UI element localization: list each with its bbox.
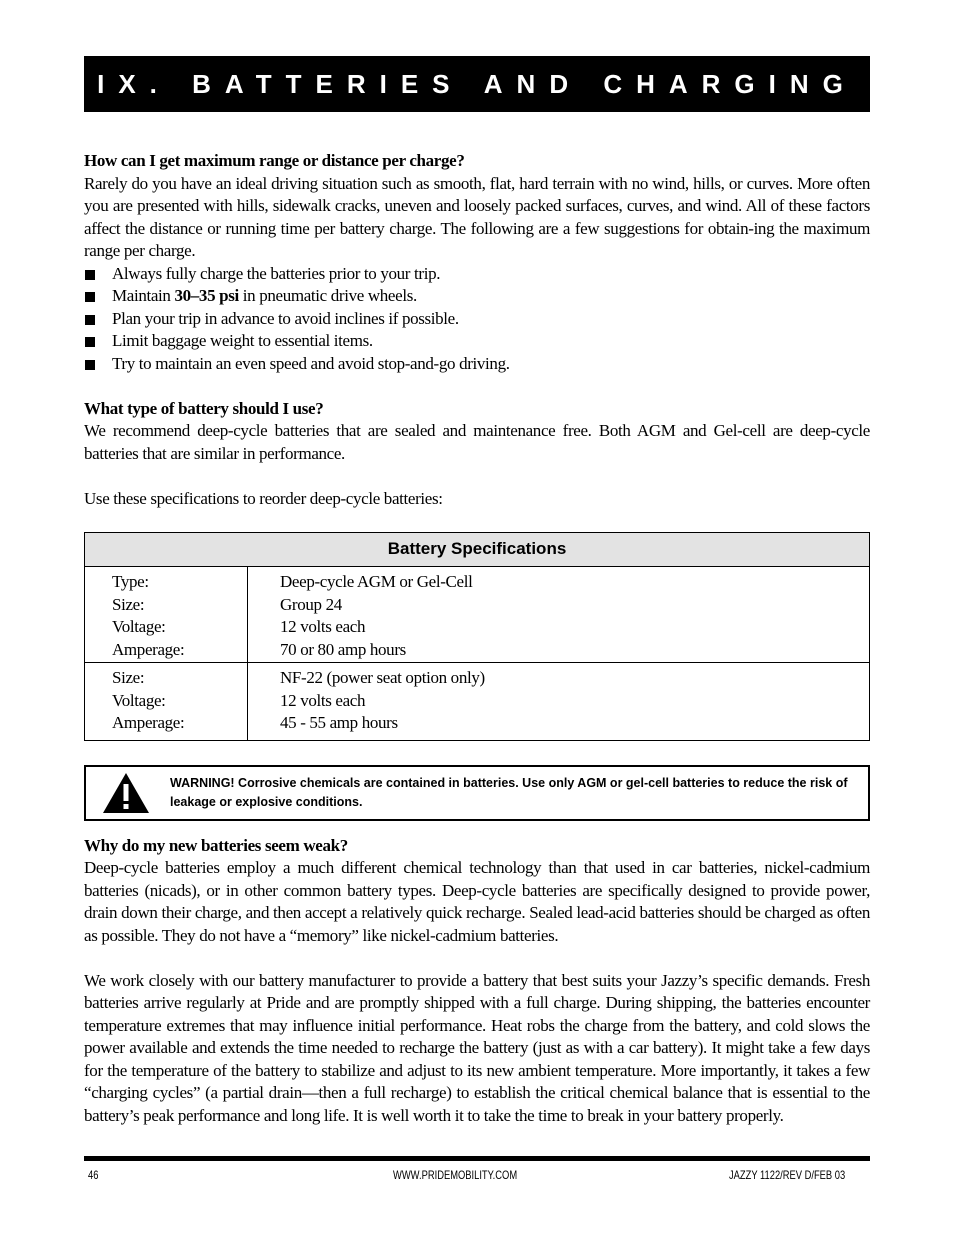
question-weak-batteries: Why do my new batteries seem weak? (84, 835, 348, 855)
battery-specifications-table (84, 532, 870, 741)
bullet-square-icon (85, 292, 95, 302)
list-item: Always fully charge the batteries prior to your trip. (84, 263, 870, 286)
footer-document-reference: JAZZY 1122/REV D/FEB 03 (729, 1168, 846, 1182)
warning-box (84, 765, 870, 821)
spec-labels: Type: Size: Voltage: Amperage: (85, 567, 248, 663)
spec-labels: Size: Voltage: Amperage: (85, 663, 248, 741)
weak-paragraph-1: Deep-cycle batteries employ a much different chemical technology than that used in car batteries, nickel-cadmium batteries (nicads), or in other common battery types. Deep-cycle batteries are specifically designed to provide power, drain down their charge, and then accept a relatively quick recharge. Sealed lead-acid batteries should be charged as often as possible. They do not have a “memory” like nickel-cadmium batteries. (84, 858, 870, 945)
page-content (84, 150, 870, 1127)
battery-type-paragraph: We recommend deep-cycle batteries that are sealed and maintenance free. Both AGM and Gel-cell are deep-cycle batteries that are similar in performance. (84, 421, 870, 463)
reorder-paragraph: Use these specifications to reorder deep-cycle batteries: (84, 488, 443, 508)
range-tips-list (84, 263, 870, 376)
question-max-range: How can I get maximum range or distance per charge? (84, 151, 465, 170)
section-title: IX. BATTERIES AND CHARGING (97, 68, 857, 99)
table-row (85, 567, 870, 663)
list-item: Plan your trip in advance to avoid inclines if possible. (84, 308, 870, 331)
footer-website: WWW.PRIDEMOBILITY.COM (393, 1168, 518, 1182)
table-row (85, 663, 870, 741)
warning-triangle-icon (96, 767, 156, 819)
section-title-banner (84, 56, 870, 112)
list-item: Try to maintain an even speed and avoid stop-and-go driving. (84, 353, 870, 376)
spec-values: NF-22 (power seat option only) 12 volts each 45 - 55 amp hours (280, 668, 485, 732)
question-battery-type: What type of battery should I use? (84, 398, 324, 418)
warning-text: WARNING! Corrosive chemicals are contained in batteries. Use only AGM or gel-cell batteries to reduce the risk of leakage or explosive conditions. (170, 775, 848, 809)
list-item: Maintain 30–35 psi in pneumatic drive wheels. (84, 285, 870, 308)
bullet-square-icon (85, 360, 95, 370)
spec-values: Deep-cycle AGM or Gel-Cell Group 24 12 volts each 70 or 80 amp hours (248, 567, 870, 663)
bullet-square-icon (85, 315, 95, 325)
weak-paragraph-2: We work closely with our battery manufacturer to provide a battery that best suits your Jazzy’s specific demands. Fresh batteries arrive regularly at Pride and are promptly shipped with a full charge. During shipping, the batteries encounter temperature extremes that may influence initial performance. Heat robs the charge from the battery, and cold slows the power available and extends the time needed to recharge the battery (just as with a car battery). It might take a few days for the temperature of the battery to stabilize and adjust to its new ambient temperature. More importantly, it takes a few “charging cycles” (a partial drain—then a full recharge) to establish the critical chemical balance that is essential to the battery’s peak performance and long life. It is well worth it to take the time to break in your battery properly. (84, 970, 870, 1125)
list-item: Limit baggage weight to essential items. (84, 330, 870, 353)
range-paragraph: Rarely do you have an ideal driving situation such as smooth, flat, hard terrain with no wind, hills, or curves. More often you are presented with hills, sidewalk cracks, uneven and loosely packed surfaces, curves, and wind. All of these factors affect the distance or running time per battery charge. The following are a few suggestions for obtain-ing the maximum range per charge. (84, 173, 870, 260)
page-number: 46 (88, 1168, 99, 1182)
table-header: Battery Specifications (85, 533, 870, 567)
bullet-square-icon (85, 270, 95, 280)
bullet-square-icon (85, 337, 95, 347)
footer-rule (84, 1156, 870, 1161)
psi-value: 30–35 psi (174, 286, 239, 305)
